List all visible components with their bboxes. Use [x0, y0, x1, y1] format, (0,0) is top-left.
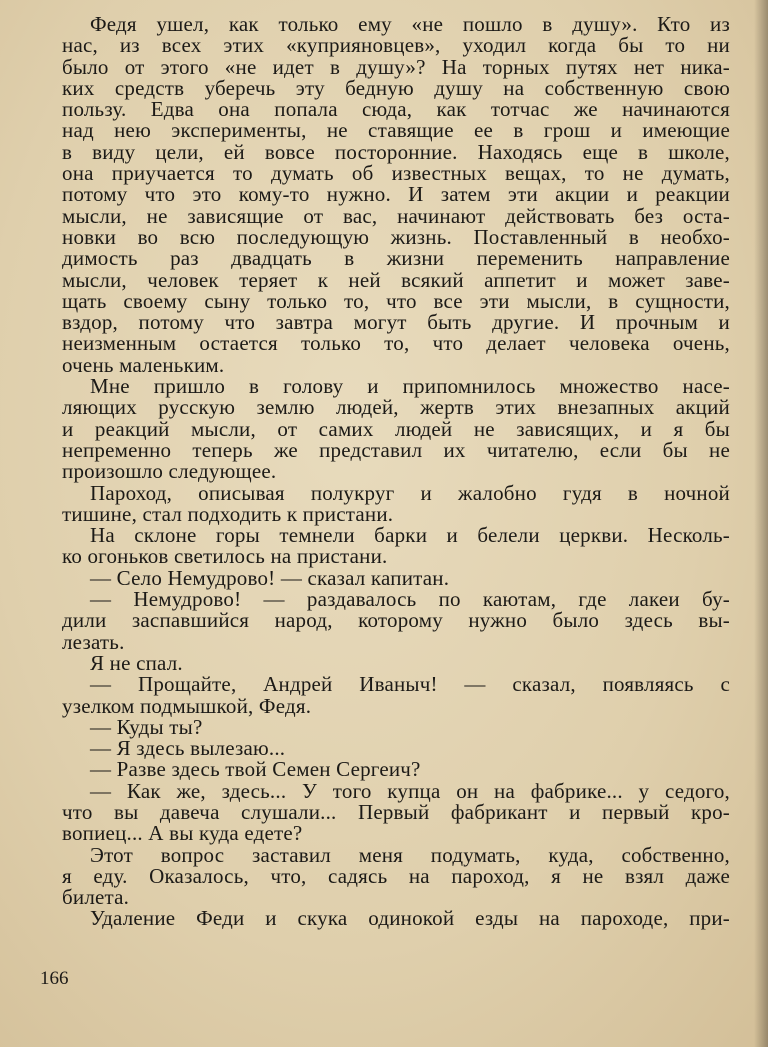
text-line: неизменным остается только то, что делает человека очень,	[62, 331, 730, 356]
text-line: Удаление Феди и скука одинокой езды на пароходе, при-	[90, 906, 730, 931]
text-line: что вы давеча слушали... Первый фабрикант и первый кро-	[62, 799, 730, 824]
text-line: — Село Немудрово! — сказал капитан.	[90, 565, 450, 590]
text-line: Федя ушел, как только ему «не пошло в душу». Кто из	[90, 12, 730, 36]
text-line: вздор, потому что завтра могут быть другие. И прочным и	[62, 310, 730, 335]
text-line: — Куды ты?	[90, 714, 203, 739]
text-line: билета.	[62, 885, 130, 910]
text-line: мысли, не зависящие от вас, начинают действовать без оста-	[62, 203, 730, 228]
text-line: она приучается то думать об известных вещах, то не думать,	[62, 161, 730, 186]
text-line: — Немудрово! — раздавалось по каютам, где лакеи бу-	[90, 587, 730, 612]
text-line: — Разве здесь твой Семен Сергеич?	[90, 757, 421, 782]
text-line: Пароход, описывая полукруг и жалобно гудя в ночной	[90, 480, 730, 505]
text-line: Этот вопрос заставил меня подумать, куда, собственно,	[90, 842, 730, 867]
text-line: Мне пришло в голову и припомнилось множество насе-	[90, 374, 730, 399]
text-line: щать своему сыну только то, что все эти мысли, в сущности,	[62, 288, 730, 313]
page-edge-shadow	[754, 0, 768, 1047]
text-line: ляющих русскую землю людей, жертв этих внезапных акций	[62, 395, 730, 420]
text-line: ких средств уберечь эту бедную душу на собственную свою	[62, 75, 730, 100]
page-number: 166	[40, 968, 69, 989]
text-line: вопиец... А вы куда едете?	[62, 821, 303, 846]
page-text	[62, 14, 730, 930]
text-line: тишине, стал подходить к пристани.	[62, 501, 394, 526]
text-line: ко огоньков светилось на пристани.	[62, 544, 388, 569]
text-line: — Как же, здесь... У того купца он на фабрике... у седого,	[90, 778, 730, 803]
text-line: было от этого «не идет в душу»? На торных путях нет ника-	[62, 54, 730, 79]
text-line: — Прощайте, Андрей Иваныч! — сказал, появляясь с	[90, 672, 730, 697]
text-line: узелком подмышкой, Федя.	[62, 693, 312, 718]
text-line: непременно теперь же представил их читателю, если бы не	[62, 437, 730, 462]
text-line: пользу. Едва она попала сюда, как тотчас же начинаются	[62, 97, 730, 122]
text-line: дили заспавшийся народ, которому нужно было здесь вы-	[62, 608, 730, 633]
text-line: — Я здесь вылезаю...	[90, 736, 286, 761]
text-line: На склоне горы темнели барки и белели церкви. Несколь-	[90, 523, 730, 548]
text-line: в виду цели, ей вовсе посторонние. Находясь еще в школе,	[62, 139, 730, 164]
text-line: над нею эксперименты, не ставящие ее в грош и имеющие	[62, 118, 730, 143]
text-line: димость раз двадцать в жизни переменить направление	[62, 246, 730, 271]
text-line: и реакций мысли, от самих людей не зависящих, и я бы	[62, 416, 730, 441]
text-line: я еду. Оказалось, что, садясь на пароход, я не взял даже	[62, 863, 730, 888]
text-line: очень маленьким.	[62, 352, 225, 377]
text-line: лезать.	[62, 629, 125, 654]
text-line: произошло следующее.	[62, 459, 277, 484]
text-line: новки во всю последующую жизнь. Поставленный в необхо-	[62, 224, 730, 249]
text-line: нас, из всех этих «куприяновцев», уходил когда бы то ни	[62, 33, 730, 58]
text-line: потому что это кому-то нужно. И затем эти акции и реакции	[62, 182, 730, 207]
text-line: мысли, человек теряет к ней всякий аппетит и может заве-	[62, 267, 730, 292]
text-line: Я не спал.	[90, 650, 183, 675]
